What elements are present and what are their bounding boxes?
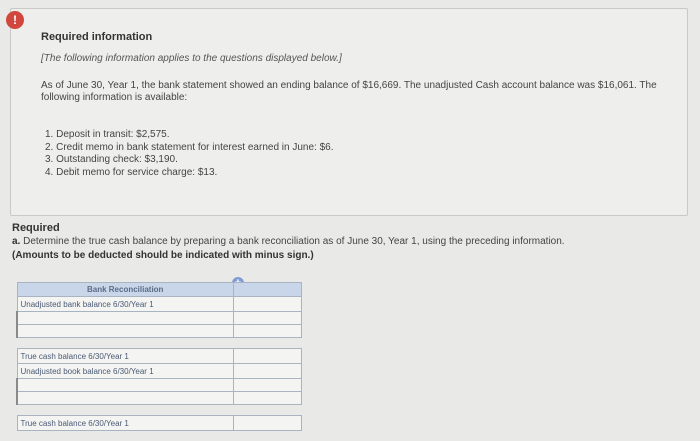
true-cash-balance-label-2: True cash balance 6/30/Year 1: [17, 416, 233, 431]
instruction-text: Determine the true cash balance by preparing a bank reconciliation as of June 30, Year 1, using the preceding information.: [23, 236, 565, 247]
alert-icon: !: [6, 11, 24, 29]
true-cash-balance-input-2[interactable]: [233, 416, 301, 431]
list-item: 1. Deposit in transit: $2,575.: [45, 129, 170, 140]
required-instruction: [12, 236, 565, 247]
table-header: Bank Reconciliation: [17, 283, 233, 297]
table-header-blank: [233, 283, 301, 297]
info-title: Required information: [41, 31, 153, 43]
info-paragraph: As of June 30, Year 1, the bank statement showed an ending balance of $16,669. The unadjusted Cash account balance was $16,061. The following information is available:: [41, 80, 657, 103]
bank-adjustment-amount-input-2[interactable]: [233, 325, 301, 338]
true-cash-balance-input[interactable]: [233, 349, 301, 364]
list-item: 2. Credit memo in bank statement for interest earned in June: $6.: [45, 141, 334, 153]
unadjusted-bank-balance-input[interactable]: [233, 297, 301, 312]
book-adjustment-amount-input-1[interactable]: [233, 379, 301, 392]
true-cash-balance-label: True cash balance 6/30/Year 1: [17, 349, 233, 364]
bank-adjustment-label-input-1[interactable]: [17, 312, 233, 325]
part-letter: a.: [12, 236, 21, 247]
book-adjustment-label-input-1[interactable]: [17, 379, 233, 392]
unadjusted-book-balance-label: Unadjusted book balance 6/30/Year 1: [17, 364, 233, 379]
required-note: (Amounts to be deducted should be indicated with minus sign.): [12, 250, 314, 261]
info-list: [45, 129, 334, 179]
required-heading: Required: [12, 222, 60, 234]
bank-adjustment-amount-input-1[interactable]: [233, 312, 301, 325]
bank-reconciliation-table: [16, 282, 302, 431]
unadjusted-book-balance-input[interactable]: [233, 364, 301, 379]
bank-adjustment-label-input-2[interactable]: [17, 325, 233, 338]
unadjusted-bank-balance-label: Unadjusted bank balance 6/30/Year 1: [17, 297, 233, 312]
list-item: 4. Debit memo for service charge: $13.: [45, 166, 218, 178]
info-subtitle: [The following information applies to the questions displayed below.]: [41, 53, 342, 64]
book-adjustment-amount-input-2[interactable]: [233, 392, 301, 405]
list-item: 3. Outstanding check: $3,190.: [45, 154, 178, 165]
required-information-panel: [10, 8, 688, 216]
book-adjustment-label-input-2[interactable]: [17, 392, 233, 405]
